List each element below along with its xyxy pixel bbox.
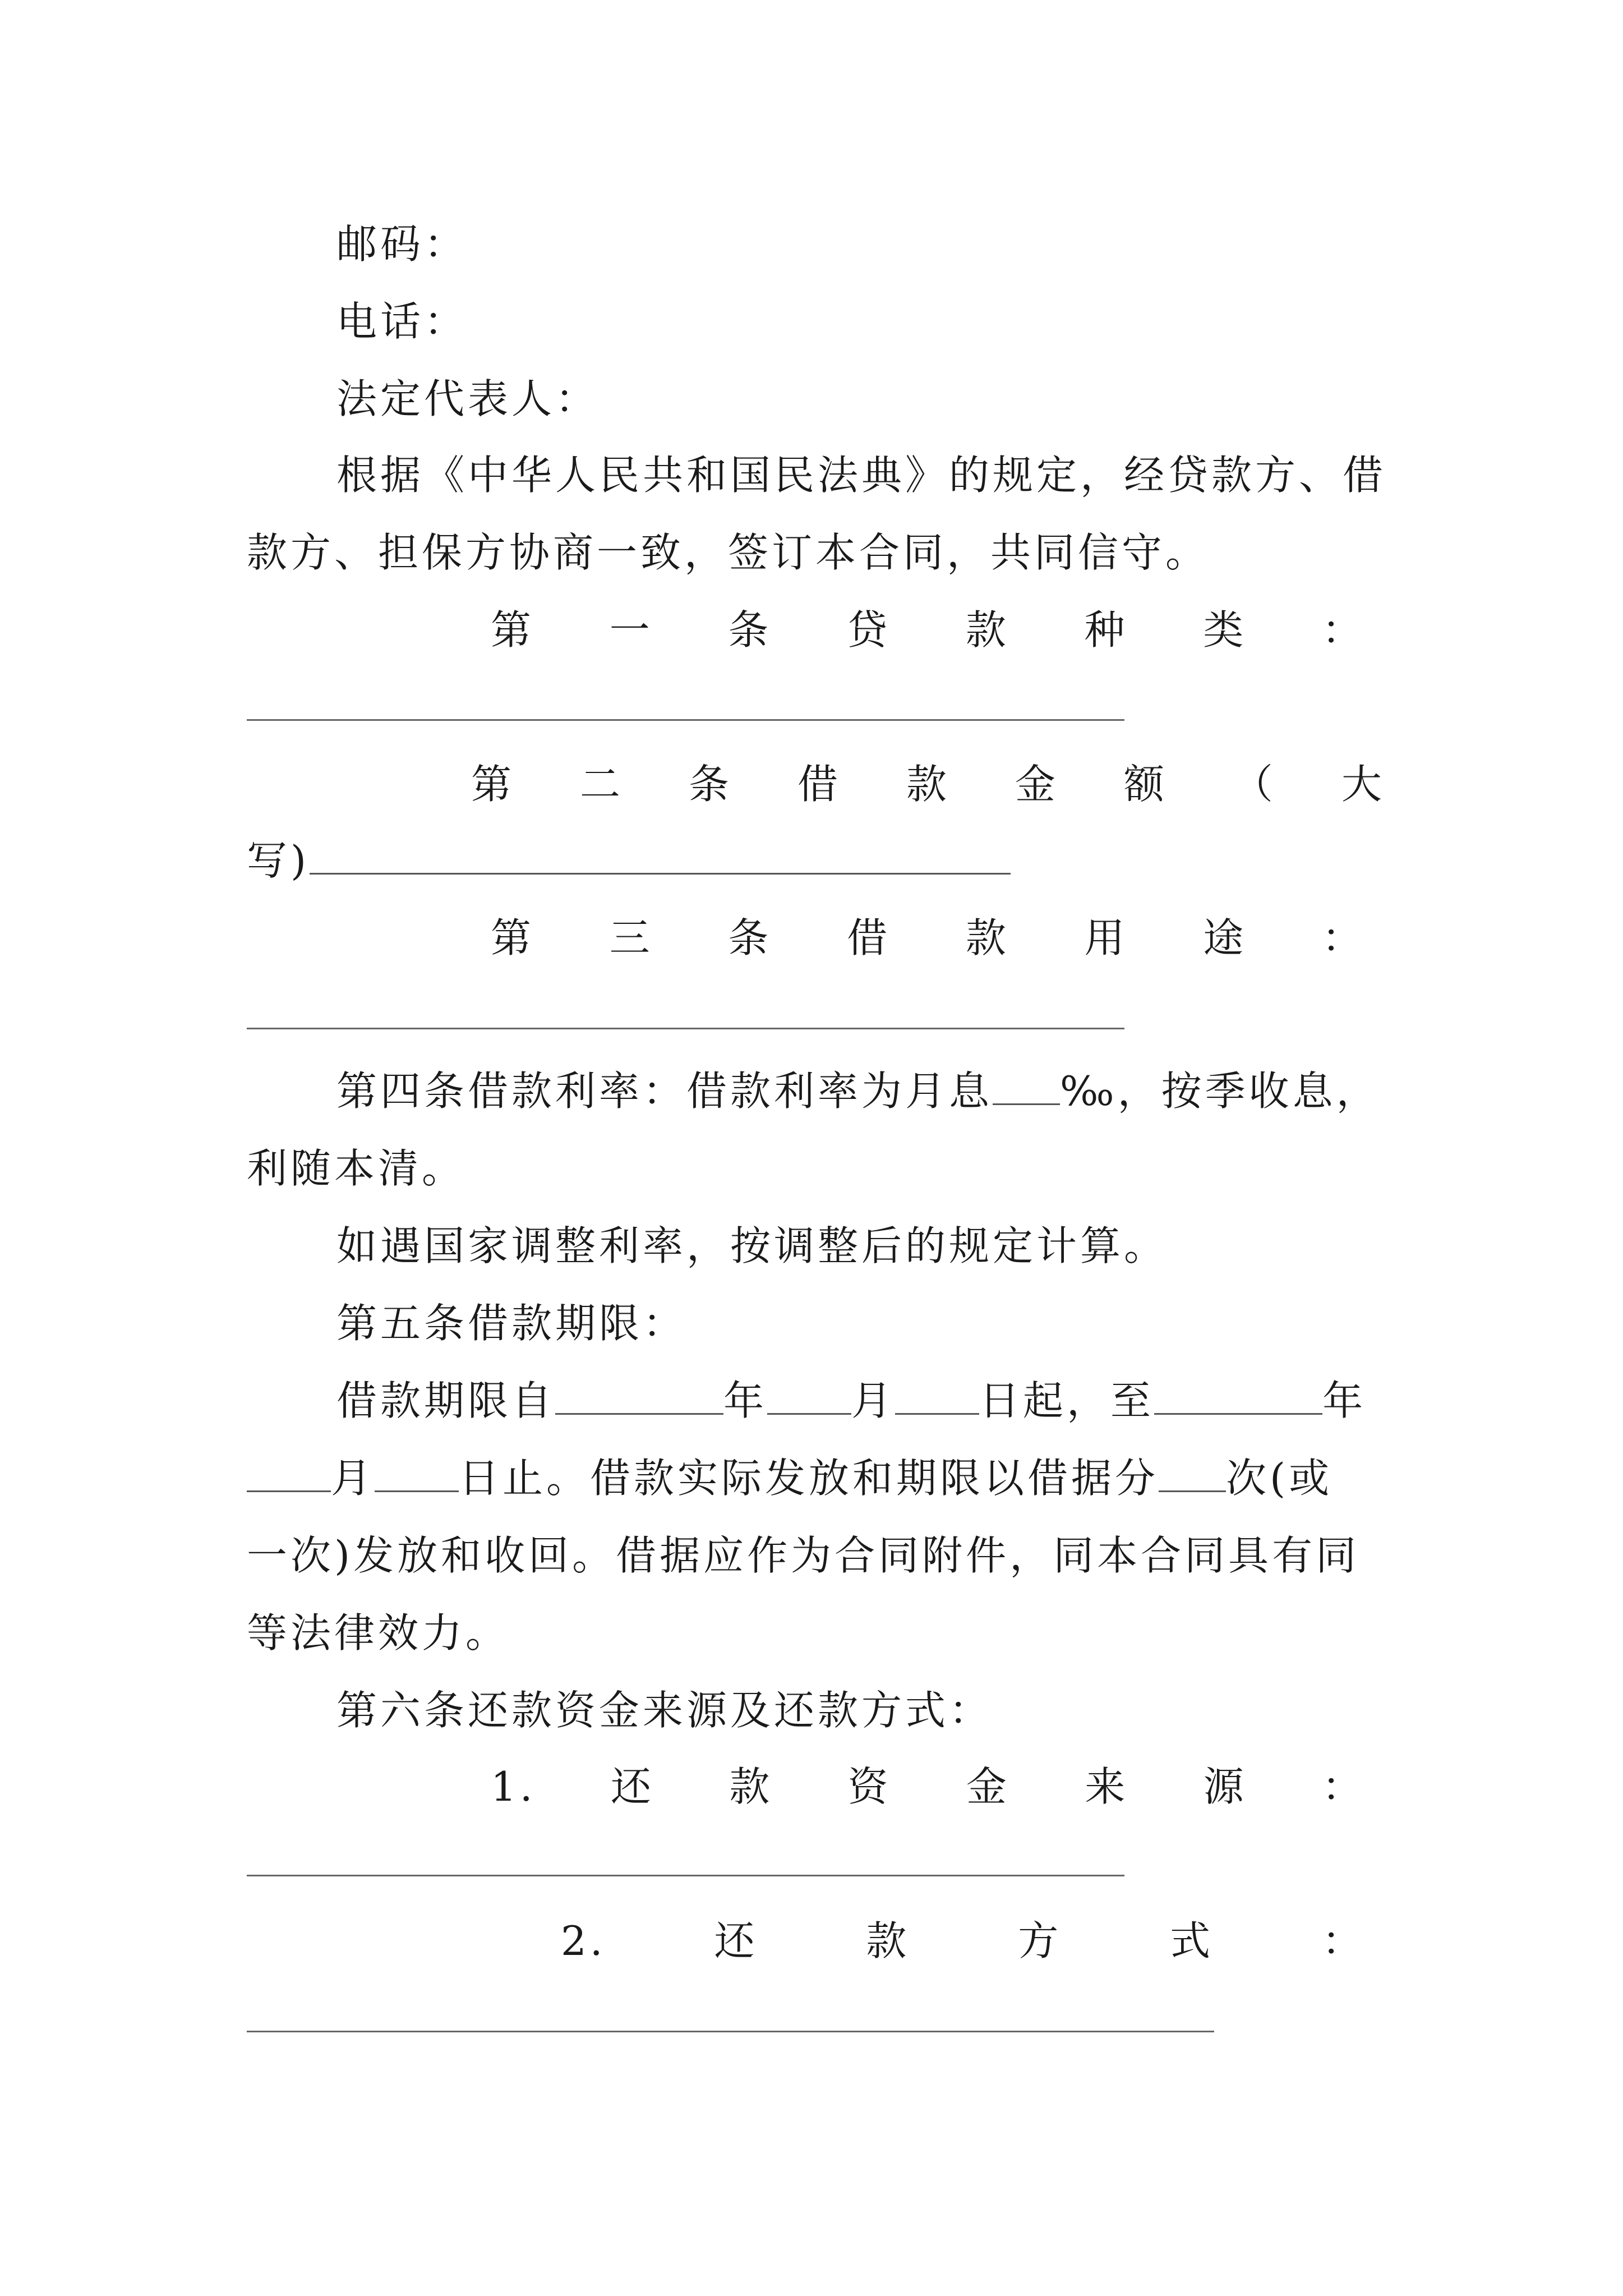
repayment-source-char: 源 xyxy=(1203,1763,1247,1810)
article-2-prefix: 写) xyxy=(247,837,310,884)
repayment-method-char: 2. xyxy=(561,1917,606,1964)
article-5-text: 月 xyxy=(851,1377,896,1424)
article-3-char: 第 xyxy=(491,914,535,961)
article-3-fill-line xyxy=(247,1028,1124,1029)
article-4-line-2: 利随本清。 xyxy=(247,1145,466,1192)
article-2-char: 条 xyxy=(688,761,732,808)
repayment-method-fill-line xyxy=(247,2031,1214,2032)
repayment-method-char: 方 xyxy=(1018,1917,1062,1964)
article-1-char: ： xyxy=(1321,606,1366,654)
article-2-char: 大 xyxy=(1341,761,1385,808)
article-5-text: 年 xyxy=(723,1377,768,1424)
article-5-line-1 xyxy=(336,1373,1475,1429)
article-1-char: 类 xyxy=(1203,606,1247,654)
phone-label: 电话： xyxy=(336,298,468,345)
article-4-note: 如遇国家调整利率，按调整后的规定计算。 xyxy=(336,1222,1168,1269)
article-4-part-2: ‰，按季收息， xyxy=(1060,1068,1380,1115)
article-4-line-1 xyxy=(336,1063,1391,1119)
article-2-char: 款 xyxy=(906,761,950,808)
start-day-blank xyxy=(895,1376,979,1415)
article-2-heading xyxy=(471,756,1385,812)
legal-rep-label: 法定代表人： xyxy=(336,375,600,422)
article-1-fill-line xyxy=(247,719,1124,721)
article-3-char: 款 xyxy=(965,914,1009,961)
article-3-heading xyxy=(491,910,1366,966)
article-5-text: 日起，至 xyxy=(979,1377,1155,1424)
article-5-text: 日止。借款实际发放和期限以借据分 xyxy=(459,1455,1159,1502)
repayment-method-char: 式 xyxy=(1170,1917,1214,1964)
repayment-method-char: 款 xyxy=(866,1917,910,1964)
article-2-char: （ xyxy=(1232,761,1276,808)
end-month-blank xyxy=(247,1453,331,1492)
article-2-char: 第 xyxy=(471,761,515,808)
article-5-line-3: 一次)发放和收回。借据应作为合同附件，同本合同具有同 xyxy=(247,1532,1360,1579)
repayment-method-char: ： xyxy=(1321,1917,1366,1964)
article-3-char: 三 xyxy=(609,914,653,961)
article-1-char: 贷 xyxy=(847,606,891,654)
article-1-char: 第 xyxy=(491,606,535,654)
article-4-part-1: 第四条借款利率：借款利率为月息 xyxy=(336,1068,993,1115)
repayment-source-char: 资 xyxy=(847,1763,892,1810)
preamble-line-1: 根据《中华人民共和国民法典》的规定，经贷款方、借 xyxy=(336,452,1387,499)
article-5-text: 次(或 xyxy=(1226,1455,1333,1502)
article-1-char: 条 xyxy=(728,606,772,654)
article-6-title: 第六条还款资金来源及还款方式： xyxy=(336,1687,993,1734)
repayment-method-char: 还 xyxy=(714,1917,758,1964)
article-1-heading xyxy=(491,602,1366,658)
repayment-method-heading xyxy=(561,1913,1366,1969)
repayment-source-char: 金 xyxy=(966,1763,1011,1810)
repayment-source-char: 1. xyxy=(491,1763,536,1810)
installment-count-blank xyxy=(1159,1453,1226,1492)
article-5-title: 第五条借款期限： xyxy=(336,1300,687,1347)
article-2-char: 二 xyxy=(579,761,624,808)
repayment-source-char: 款 xyxy=(729,1763,773,1810)
article-3-char: ： xyxy=(1321,914,1366,961)
article-5-line-4: 等法律效力。 xyxy=(247,1609,510,1657)
article-2-char: 额 xyxy=(1123,761,1168,808)
repayment-source-char: 还 xyxy=(611,1763,655,1810)
article-5-text: 借款期限自 xyxy=(336,1377,556,1424)
article-5-text: 年 xyxy=(1322,1377,1367,1424)
postal-code-label: 邮码： xyxy=(336,220,468,268)
start-year-blank xyxy=(555,1376,723,1415)
repayment-source-char: 来 xyxy=(1085,1763,1129,1810)
article-2-line-2 xyxy=(247,832,1385,889)
article-3-char: 途 xyxy=(1203,914,1247,961)
article-5-text: 月 xyxy=(331,1455,375,1502)
start-month-blank xyxy=(767,1376,851,1415)
article-2-amount-blank xyxy=(310,836,1011,875)
repayment-source-char: ： xyxy=(1321,1763,1366,1810)
preamble-line-2: 款方、担保方协商一致，签订本合同，共同信守。 xyxy=(247,529,1210,576)
repayment-source-fill-line xyxy=(247,1875,1124,1876)
article-1-char: 款 xyxy=(965,606,1009,654)
article-1-char: 种 xyxy=(1084,606,1128,654)
article-2-char: 金 xyxy=(1015,761,1059,808)
article-3-char: 条 xyxy=(728,914,772,961)
repayment-source-heading xyxy=(491,1759,1366,1815)
article-1-char: 一 xyxy=(609,606,653,654)
end-day-blank xyxy=(375,1453,459,1492)
article-3-char: 借 xyxy=(847,914,891,961)
article-2-char: 借 xyxy=(797,761,841,808)
article-3-char: 用 xyxy=(1084,914,1128,961)
article-5-line-2 xyxy=(247,1450,1385,1506)
end-year-blank xyxy=(1154,1376,1322,1415)
interest-rate-blank xyxy=(993,1066,1060,1105)
